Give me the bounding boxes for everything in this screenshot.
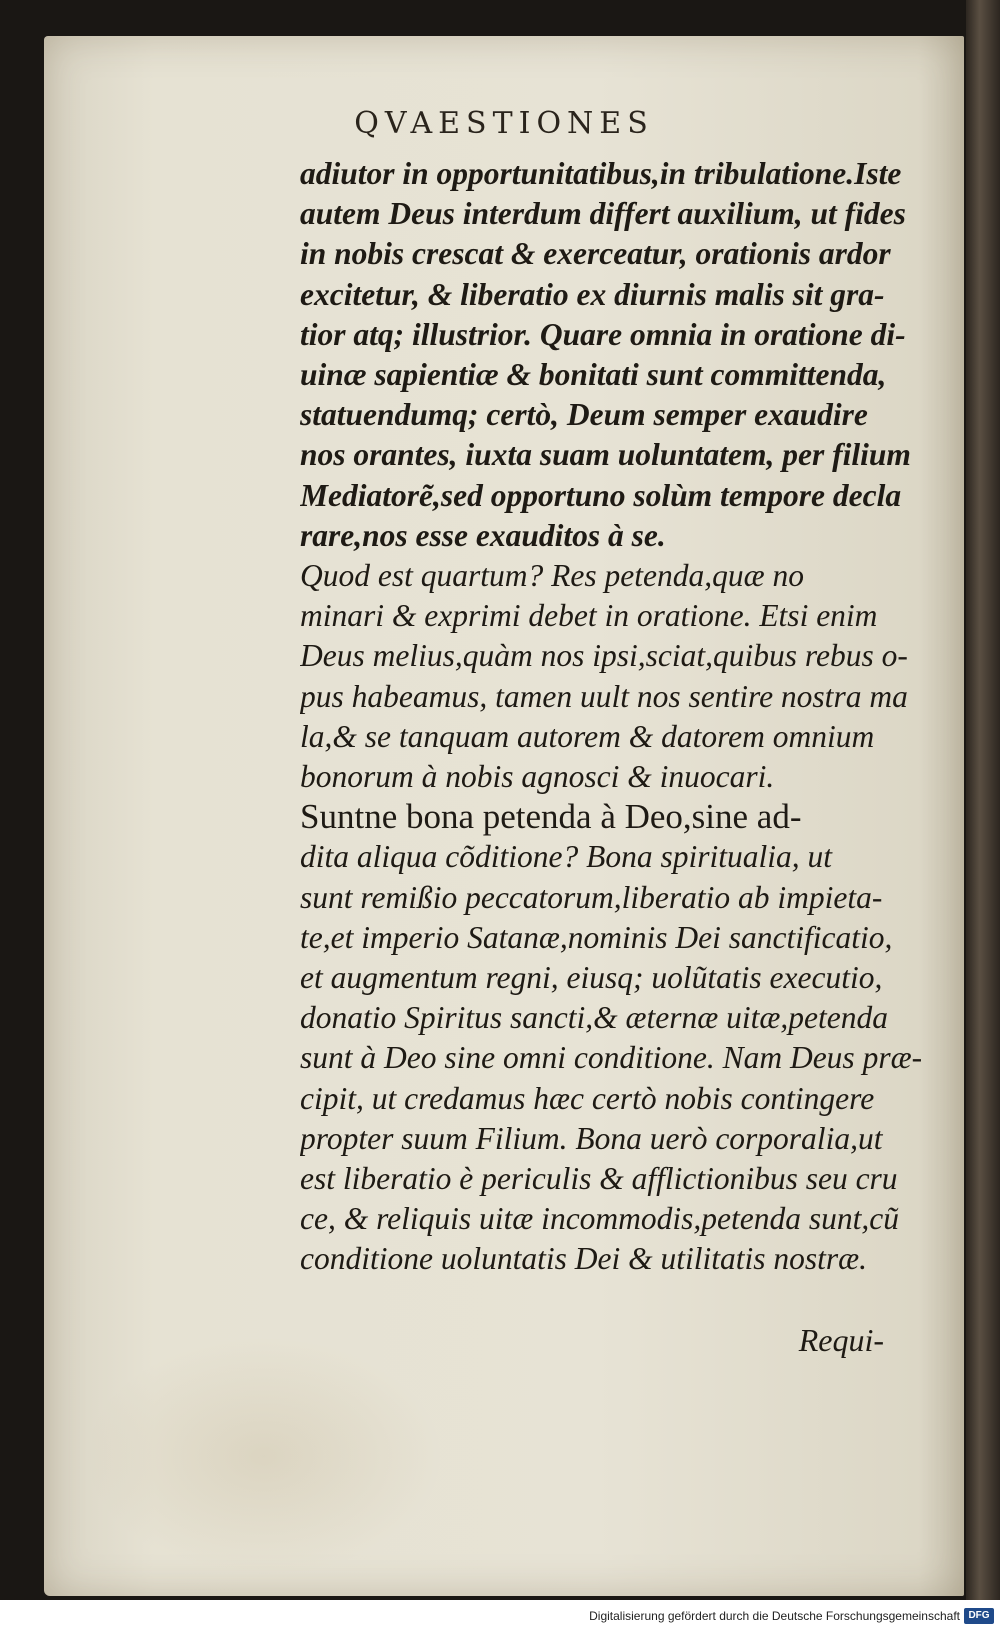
body-text — [300, 154, 972, 1280]
text-line: dita aliqua cõditione? Bona spiritualia, ut — [300, 839, 832, 875]
text-line: et augmentum regni, eiusq; uolũtatis executio, — [300, 960, 883, 996]
funding-credit: Digitalisierung gefördert durch die Deutsche Forschungsgemeinschaft — [589, 1609, 960, 1623]
text-line: tior atq; illustrior. Quare omnia in oratione di- — [300, 316, 906, 352]
text-line: donatio Spiritus sancti,& æternæ uitæ,petenda — [300, 1000, 889, 1036]
text-line: sunt à Deo sine omni conditione. Nam Deus præ- — [300, 1040, 923, 1076]
text-line: statuendumq; certò, Deum semper exaudire — [300, 397, 868, 433]
text-line: Deus melius,quàm nos ipsi,sciat,quibus rebus o- — [300, 638, 908, 674]
text-line: conditione uoluntatis Dei & utilitatis nostræ. — [300, 1241, 868, 1277]
text-line: est liberatio è periculis & afflictionibus seu cru — [300, 1161, 898, 1197]
text-line: te,et imperio Satanæ,nominis Dei sanctificatio, — [300, 919, 893, 955]
text-line: la,& se tanquam autorem & datorem omnium — [300, 718, 875, 754]
text-line: Suntne bona petenda à Deo,sine ad- — [300, 797, 802, 837]
book-page — [44, 36, 964, 1596]
text-line: sunt remißio peccatorum,liberatio ab impieta- — [300, 879, 883, 915]
text-line: excitetur, & liberatio ex diurnis malis sit gra- — [300, 276, 885, 312]
text-line: Quod est quartum? Res petenda,quæ no — [300, 558, 804, 594]
catchword: Requi- — [798, 1322, 884, 1358]
text-line: cipit, ut credamus hæc certò nobis contingere — [300, 1080, 875, 1116]
text-line: Mediatorẽ,sed opportuno solùm tempore decla — [300, 477, 902, 513]
running-head: QVAESTIONES — [354, 106, 654, 141]
paper-stain — [84, 1336, 444, 1576]
text-line: in nobis crescat & exerceatur, orationis ardor — [300, 236, 891, 272]
digitization-footer — [0, 1600, 1000, 1634]
text-line: pus habeamus, tamen uult nos sentire nostra ma — [300, 678, 908, 714]
text-line: bonorum à nobis agnosci & inuocari. — [300, 759, 775, 795]
text-line: nos orantes, iuxta suam uoluntatem, per filium — [300, 437, 911, 473]
text-line: rare,nos esse exauditos à se. — [300, 517, 666, 553]
text-line: uinæ sapientiæ & bonitati sunt committenda, — [300, 357, 887, 393]
text-line: ce, & reliquis uitæ incommodis,petenda sunt,cũ — [300, 1201, 900, 1237]
text-line: adiutor in opportunitatibus,in tribulatione.Iste — [300, 156, 902, 191]
text-line: autem Deus interdum differt auxilium, ut fides — [300, 196, 906, 232]
dfg-logo-icon: DFG — [964, 1608, 994, 1624]
text-line: propter suum Filium. Bona uerò corporalia,ut — [300, 1120, 883, 1156]
text-line: minari & exprimi debet in oratione. Etsi enim — [300, 598, 878, 634]
